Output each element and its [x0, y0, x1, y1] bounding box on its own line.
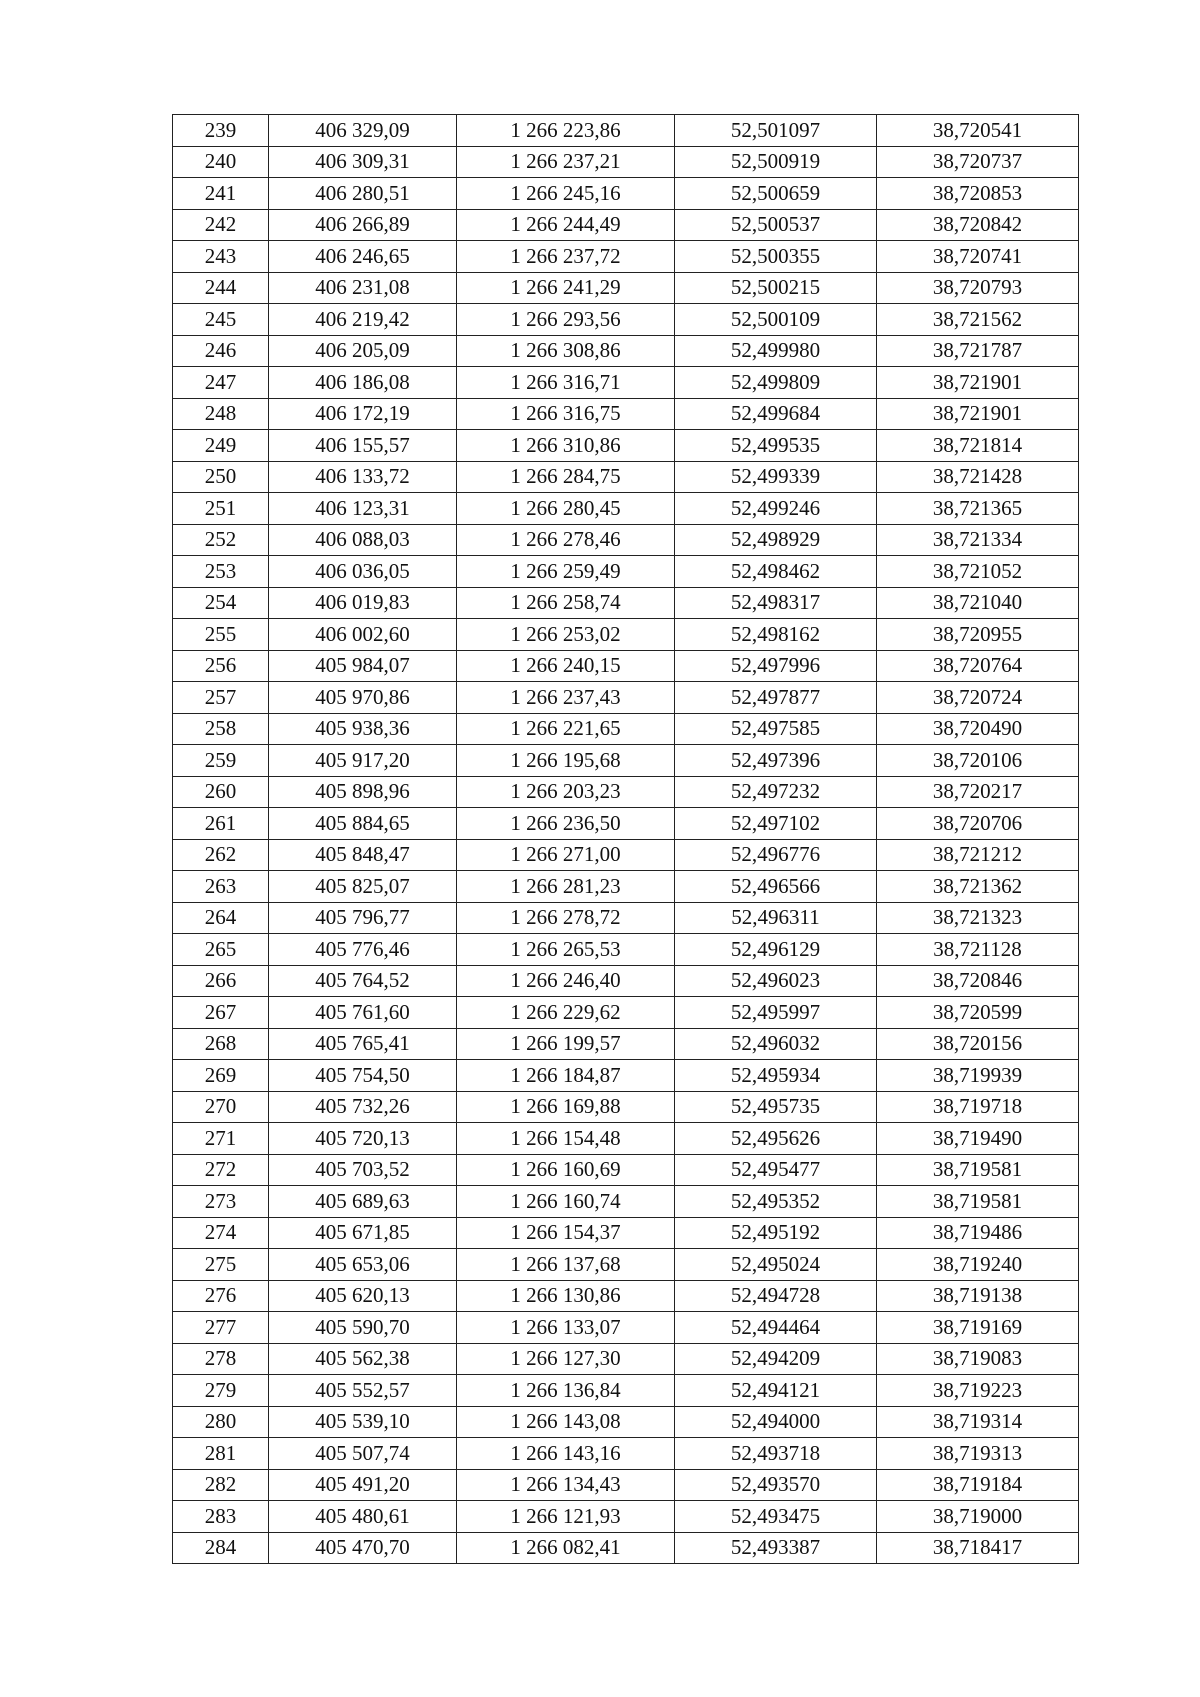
longitude-cell: 38,719313	[877, 1438, 1079, 1470]
table-row	[173, 713, 1079, 745]
x-coordinate-cell: 405 732,26	[269, 1091, 457, 1123]
table-row	[173, 1312, 1079, 1344]
y-coordinate-cell: 1 266 316,75	[457, 398, 675, 430]
point-number-cell: 245	[173, 304, 269, 336]
latitude-cell: 52,500355	[675, 241, 877, 273]
latitude-cell: 52,495735	[675, 1091, 877, 1123]
point-number-cell: 261	[173, 808, 269, 840]
x-coordinate-cell: 405 765,41	[269, 1028, 457, 1060]
y-coordinate-cell: 1 266 121,93	[457, 1501, 675, 1533]
latitude-cell: 52,499980	[675, 335, 877, 367]
y-coordinate-cell: 1 266 134,43	[457, 1469, 675, 1501]
longitude-cell: 38,719314	[877, 1406, 1079, 1438]
y-coordinate-cell: 1 266 221,65	[457, 713, 675, 745]
latitude-cell: 52,500109	[675, 304, 877, 336]
x-coordinate-cell: 406 155,57	[269, 430, 457, 462]
longitude-cell: 38,720764	[877, 650, 1079, 682]
point-number-cell: 271	[173, 1123, 269, 1155]
longitude-cell: 38,720541	[877, 115, 1079, 147]
longitude-cell: 38,719223	[877, 1375, 1079, 1407]
longitude-cell: 38,720706	[877, 808, 1079, 840]
latitude-cell: 52,498929	[675, 524, 877, 556]
x-coordinate-cell: 406 246,65	[269, 241, 457, 273]
longitude-cell: 38,719138	[877, 1280, 1079, 1312]
longitude-cell: 38,718417	[877, 1532, 1079, 1564]
longitude-cell: 38,719000	[877, 1501, 1079, 1533]
table-row	[173, 1186, 1079, 1218]
longitude-cell: 38,720793	[877, 272, 1079, 304]
latitude-cell: 52,498462	[675, 556, 877, 588]
latitude-cell: 52,496776	[675, 839, 877, 871]
latitude-cell: 52,496032	[675, 1028, 877, 1060]
longitude-cell: 38,719581	[877, 1186, 1079, 1218]
y-coordinate-cell: 1 266 253,02	[457, 619, 675, 651]
latitude-cell: 52,499246	[675, 493, 877, 525]
x-coordinate-cell: 406 231,08	[269, 272, 457, 304]
y-coordinate-cell: 1 266 265,53	[457, 934, 675, 966]
table-row	[173, 493, 1079, 525]
point-number-cell: 260	[173, 776, 269, 808]
point-number-cell: 243	[173, 241, 269, 273]
latitude-cell: 52,495477	[675, 1154, 877, 1186]
table-row	[173, 997, 1079, 1029]
longitude-cell: 38,720842	[877, 209, 1079, 241]
table-row	[173, 1028, 1079, 1060]
x-coordinate-cell: 406 280,51	[269, 178, 457, 210]
x-coordinate-cell: 406 309,31	[269, 146, 457, 178]
y-coordinate-cell: 1 266 316,71	[457, 367, 675, 399]
latitude-cell: 52,497102	[675, 808, 877, 840]
x-coordinate-cell: 406 186,08	[269, 367, 457, 399]
y-coordinate-cell: 1 266 195,68	[457, 745, 675, 777]
latitude-cell: 52,500659	[675, 178, 877, 210]
x-coordinate-cell: 405 938,36	[269, 713, 457, 745]
longitude-cell: 38,721040	[877, 587, 1079, 619]
point-number-cell: 256	[173, 650, 269, 682]
point-number-cell: 265	[173, 934, 269, 966]
longitude-cell: 38,720846	[877, 965, 1079, 997]
latitude-cell: 52,497585	[675, 713, 877, 745]
longitude-cell: 38,721362	[877, 871, 1079, 903]
longitude-cell: 38,719939	[877, 1060, 1079, 1092]
latitude-cell: 52,499809	[675, 367, 877, 399]
table-row	[173, 808, 1079, 840]
y-coordinate-cell: 1 266 199,57	[457, 1028, 675, 1060]
y-coordinate-cell: 1 266 229,62	[457, 997, 675, 1029]
table-row	[173, 776, 1079, 808]
table-row	[173, 1469, 1079, 1501]
point-number-cell: 254	[173, 587, 269, 619]
latitude-cell: 52,493387	[675, 1532, 877, 1564]
point-number-cell: 264	[173, 902, 269, 934]
x-coordinate-cell: 405 480,61	[269, 1501, 457, 1533]
x-coordinate-cell: 405 470,70	[269, 1532, 457, 1564]
x-coordinate-cell: 406 036,05	[269, 556, 457, 588]
latitude-cell: 52,498317	[675, 587, 877, 619]
point-number-cell: 249	[173, 430, 269, 462]
point-number-cell: 283	[173, 1501, 269, 1533]
x-coordinate-cell: 405 970,86	[269, 682, 457, 714]
longitude-cell: 38,719486	[877, 1217, 1079, 1249]
latitude-cell: 52,495192	[675, 1217, 877, 1249]
longitude-cell: 38,721128	[877, 934, 1079, 966]
y-coordinate-cell: 1 266 143,16	[457, 1438, 675, 1470]
table-row	[173, 367, 1079, 399]
longitude-cell: 38,720741	[877, 241, 1079, 273]
latitude-cell: 52,495934	[675, 1060, 877, 1092]
longitude-cell: 38,719169	[877, 1312, 1079, 1344]
longitude-cell: 38,719240	[877, 1249, 1079, 1281]
point-number-cell: 274	[173, 1217, 269, 1249]
latitude-cell: 52,494000	[675, 1406, 877, 1438]
point-number-cell: 263	[173, 871, 269, 903]
y-coordinate-cell: 1 266 258,74	[457, 587, 675, 619]
longitude-cell: 38,720955	[877, 619, 1079, 651]
longitude-cell: 38,719083	[877, 1343, 1079, 1375]
y-coordinate-cell: 1 266 137,68	[457, 1249, 675, 1281]
x-coordinate-cell: 406 219,42	[269, 304, 457, 336]
table-row	[173, 1438, 1079, 1470]
latitude-cell: 52,494728	[675, 1280, 877, 1312]
table-row	[173, 1154, 1079, 1186]
table-row	[173, 430, 1079, 462]
x-coordinate-cell: 406 172,19	[269, 398, 457, 430]
latitude-cell: 52,495997	[675, 997, 877, 1029]
table-row	[173, 304, 1079, 336]
latitude-cell: 52,497396	[675, 745, 877, 777]
longitude-cell: 38,721787	[877, 335, 1079, 367]
x-coordinate-cell: 405 653,06	[269, 1249, 457, 1281]
x-coordinate-cell: 405 703,52	[269, 1154, 457, 1186]
y-coordinate-cell: 1 266 308,86	[457, 335, 675, 367]
latitude-cell: 52,494121	[675, 1375, 877, 1407]
point-number-cell: 275	[173, 1249, 269, 1281]
x-coordinate-cell: 406 329,09	[269, 115, 457, 147]
y-coordinate-cell: 1 266 284,75	[457, 461, 675, 493]
point-number-cell: 255	[173, 619, 269, 651]
x-coordinate-cell: 406 266,89	[269, 209, 457, 241]
table-row	[173, 682, 1079, 714]
point-number-cell: 246	[173, 335, 269, 367]
y-coordinate-cell: 1 266 223,86	[457, 115, 675, 147]
latitude-cell: 52,497232	[675, 776, 877, 808]
x-coordinate-cell: 405 507,74	[269, 1438, 457, 1470]
x-coordinate-cell: 406 133,72	[269, 461, 457, 493]
x-coordinate-cell: 405 720,13	[269, 1123, 457, 1155]
y-coordinate-cell: 1 266 127,30	[457, 1343, 675, 1375]
table-row	[173, 209, 1079, 241]
x-coordinate-cell: 405 689,63	[269, 1186, 457, 1218]
point-number-cell: 262	[173, 839, 269, 871]
table-row	[173, 1375, 1079, 1407]
y-coordinate-cell: 1 266 237,21	[457, 146, 675, 178]
point-number-cell: 258	[173, 713, 269, 745]
table-row	[173, 178, 1079, 210]
longitude-cell: 38,721901	[877, 367, 1079, 399]
x-coordinate-cell: 405 539,10	[269, 1406, 457, 1438]
latitude-cell: 52,501097	[675, 115, 877, 147]
longitude-cell: 38,720737	[877, 146, 1079, 178]
y-coordinate-cell: 1 266 278,46	[457, 524, 675, 556]
latitude-cell: 52,499339	[675, 461, 877, 493]
point-number-cell: 251	[173, 493, 269, 525]
point-number-cell: 282	[173, 1469, 269, 1501]
x-coordinate-cell: 405 754,50	[269, 1060, 457, 1092]
point-number-cell: 273	[173, 1186, 269, 1218]
y-coordinate-cell: 1 266 237,72	[457, 241, 675, 273]
y-coordinate-cell: 1 266 310,86	[457, 430, 675, 462]
table-row	[173, 1406, 1079, 1438]
y-coordinate-cell: 1 266 281,23	[457, 871, 675, 903]
y-coordinate-cell: 1 266 143,08	[457, 1406, 675, 1438]
y-coordinate-cell: 1 266 169,88	[457, 1091, 675, 1123]
latitude-cell: 52,496023	[675, 965, 877, 997]
longitude-cell: 38,719581	[877, 1154, 1079, 1186]
y-coordinate-cell: 1 266 136,84	[457, 1375, 675, 1407]
longitude-cell: 38,720217	[877, 776, 1079, 808]
table-row	[173, 524, 1079, 556]
latitude-cell: 52,495626	[675, 1123, 877, 1155]
table-row	[173, 241, 1079, 273]
point-number-cell: 248	[173, 398, 269, 430]
latitude-cell: 52,495352	[675, 1186, 877, 1218]
longitude-cell: 38,719184	[877, 1469, 1079, 1501]
longitude-cell: 38,720599	[877, 997, 1079, 1029]
table-row	[173, 1343, 1079, 1375]
y-coordinate-cell: 1 266 244,49	[457, 209, 675, 241]
y-coordinate-cell: 1 266 236,50	[457, 808, 675, 840]
table-row	[173, 902, 1079, 934]
latitude-cell: 52,497877	[675, 682, 877, 714]
latitude-cell: 52,495024	[675, 1249, 877, 1281]
latitude-cell: 52,496311	[675, 902, 877, 934]
y-coordinate-cell: 1 266 245,16	[457, 178, 675, 210]
longitude-cell: 38,721901	[877, 398, 1079, 430]
y-coordinate-cell: 1 266 184,87	[457, 1060, 675, 1092]
y-coordinate-cell: 1 266 240,15	[457, 650, 675, 682]
point-number-cell: 250	[173, 461, 269, 493]
table-row	[173, 965, 1079, 997]
point-number-cell: 269	[173, 1060, 269, 1092]
latitude-cell: 52,493718	[675, 1438, 877, 1470]
point-number-cell: 280	[173, 1406, 269, 1438]
point-number-cell: 259	[173, 745, 269, 777]
table-row	[173, 839, 1079, 871]
x-coordinate-cell: 405 884,65	[269, 808, 457, 840]
y-coordinate-cell: 1 266 130,86	[457, 1280, 675, 1312]
latitude-cell: 52,496129	[675, 934, 877, 966]
longitude-cell: 38,721334	[877, 524, 1079, 556]
table-row	[173, 871, 1079, 903]
table-row	[173, 556, 1079, 588]
x-coordinate-cell: 405 796,77	[269, 902, 457, 934]
longitude-cell: 38,720106	[877, 745, 1079, 777]
x-coordinate-cell: 406 088,03	[269, 524, 457, 556]
x-coordinate-cell: 405 671,85	[269, 1217, 457, 1249]
point-number-cell: 247	[173, 367, 269, 399]
table-row	[173, 1532, 1079, 1564]
point-number-cell: 268	[173, 1028, 269, 1060]
longitude-cell: 38,721814	[877, 430, 1079, 462]
coordinates-table-body	[173, 115, 1079, 1564]
x-coordinate-cell: 405 984,07	[269, 650, 457, 682]
point-number-cell: 239	[173, 115, 269, 147]
y-coordinate-cell: 1 266 203,23	[457, 776, 675, 808]
y-coordinate-cell: 1 266 154,37	[457, 1217, 675, 1249]
latitude-cell: 52,493475	[675, 1501, 877, 1533]
x-coordinate-cell: 405 898,96	[269, 776, 457, 808]
table-row	[173, 587, 1079, 619]
latitude-cell: 52,499535	[675, 430, 877, 462]
x-coordinate-cell: 405 620,13	[269, 1280, 457, 1312]
point-number-cell: 270	[173, 1091, 269, 1123]
table-row	[173, 745, 1079, 777]
point-number-cell: 266	[173, 965, 269, 997]
x-coordinate-cell: 406 019,83	[269, 587, 457, 619]
point-number-cell: 257	[173, 682, 269, 714]
latitude-cell: 52,496566	[675, 871, 877, 903]
table-row	[173, 1501, 1079, 1533]
longitude-cell: 38,721052	[877, 556, 1079, 588]
table-row	[173, 1123, 1079, 1155]
y-coordinate-cell: 1 266 154,48	[457, 1123, 675, 1155]
point-number-cell: 279	[173, 1375, 269, 1407]
latitude-cell: 52,494464	[675, 1312, 877, 1344]
longitude-cell: 38,720490	[877, 713, 1079, 745]
longitude-cell: 38,719490	[877, 1123, 1079, 1155]
latitude-cell: 52,500919	[675, 146, 877, 178]
latitude-cell: 52,498162	[675, 619, 877, 651]
latitude-cell: 52,494209	[675, 1343, 877, 1375]
y-coordinate-cell: 1 266 082,41	[457, 1532, 675, 1564]
x-coordinate-cell: 405 562,38	[269, 1343, 457, 1375]
x-coordinate-cell: 405 825,07	[269, 871, 457, 903]
x-coordinate-cell: 405 848,47	[269, 839, 457, 871]
x-coordinate-cell: 406 123,31	[269, 493, 457, 525]
table-row	[173, 272, 1079, 304]
y-coordinate-cell: 1 266 246,40	[457, 965, 675, 997]
longitude-cell: 38,721212	[877, 839, 1079, 871]
y-coordinate-cell: 1 266 278,72	[457, 902, 675, 934]
x-coordinate-cell: 405 776,46	[269, 934, 457, 966]
y-coordinate-cell: 1 266 259,49	[457, 556, 675, 588]
point-number-cell: 267	[173, 997, 269, 1029]
point-number-cell: 278	[173, 1343, 269, 1375]
table-row	[173, 335, 1079, 367]
latitude-cell: 52,493570	[675, 1469, 877, 1501]
longitude-cell: 38,721365	[877, 493, 1079, 525]
point-number-cell: 284	[173, 1532, 269, 1564]
y-coordinate-cell: 1 266 241,29	[457, 272, 675, 304]
table-row	[173, 619, 1079, 651]
point-number-cell: 252	[173, 524, 269, 556]
table-row	[173, 934, 1079, 966]
y-coordinate-cell: 1 266 237,43	[457, 682, 675, 714]
x-coordinate-cell: 405 590,70	[269, 1312, 457, 1344]
y-coordinate-cell: 1 266 271,00	[457, 839, 675, 871]
table-row	[173, 461, 1079, 493]
longitude-cell: 38,721323	[877, 902, 1079, 934]
longitude-cell: 38,721428	[877, 461, 1079, 493]
longitude-cell: 38,719718	[877, 1091, 1079, 1123]
table-row	[173, 115, 1079, 147]
point-number-cell: 241	[173, 178, 269, 210]
point-number-cell: 277	[173, 1312, 269, 1344]
point-number-cell: 272	[173, 1154, 269, 1186]
x-coordinate-cell: 406 205,09	[269, 335, 457, 367]
table-row	[173, 1249, 1079, 1281]
table-row	[173, 1217, 1079, 1249]
table-row	[173, 146, 1079, 178]
y-coordinate-cell: 1 266 160,69	[457, 1154, 675, 1186]
point-number-cell: 276	[173, 1280, 269, 1312]
table-row	[173, 398, 1079, 430]
point-number-cell: 240	[173, 146, 269, 178]
latitude-cell: 52,500215	[675, 272, 877, 304]
longitude-cell: 38,720853	[877, 178, 1079, 210]
point-number-cell: 281	[173, 1438, 269, 1470]
x-coordinate-cell: 405 491,20	[269, 1469, 457, 1501]
x-coordinate-cell: 406 002,60	[269, 619, 457, 651]
coordinates-table	[172, 114, 1079, 1564]
table-row	[173, 1280, 1079, 1312]
point-number-cell: 244	[173, 272, 269, 304]
x-coordinate-cell: 405 917,20	[269, 745, 457, 777]
longitude-cell: 38,720156	[877, 1028, 1079, 1060]
table-row	[173, 650, 1079, 682]
y-coordinate-cell: 1 266 133,07	[457, 1312, 675, 1344]
y-coordinate-cell: 1 266 160,74	[457, 1186, 675, 1218]
latitude-cell: 52,500537	[675, 209, 877, 241]
y-coordinate-cell: 1 266 280,45	[457, 493, 675, 525]
longitude-cell: 38,720724	[877, 682, 1079, 714]
table-row	[173, 1060, 1079, 1092]
latitude-cell: 52,497996	[675, 650, 877, 682]
point-number-cell: 242	[173, 209, 269, 241]
y-coordinate-cell: 1 266 293,56	[457, 304, 675, 336]
x-coordinate-cell: 405 764,52	[269, 965, 457, 997]
x-coordinate-cell: 405 761,60	[269, 997, 457, 1029]
table-row	[173, 1091, 1079, 1123]
point-number-cell: 253	[173, 556, 269, 588]
latitude-cell: 52,499684	[675, 398, 877, 430]
longitude-cell: 38,721562	[877, 304, 1079, 336]
x-coordinate-cell: 405 552,57	[269, 1375, 457, 1407]
